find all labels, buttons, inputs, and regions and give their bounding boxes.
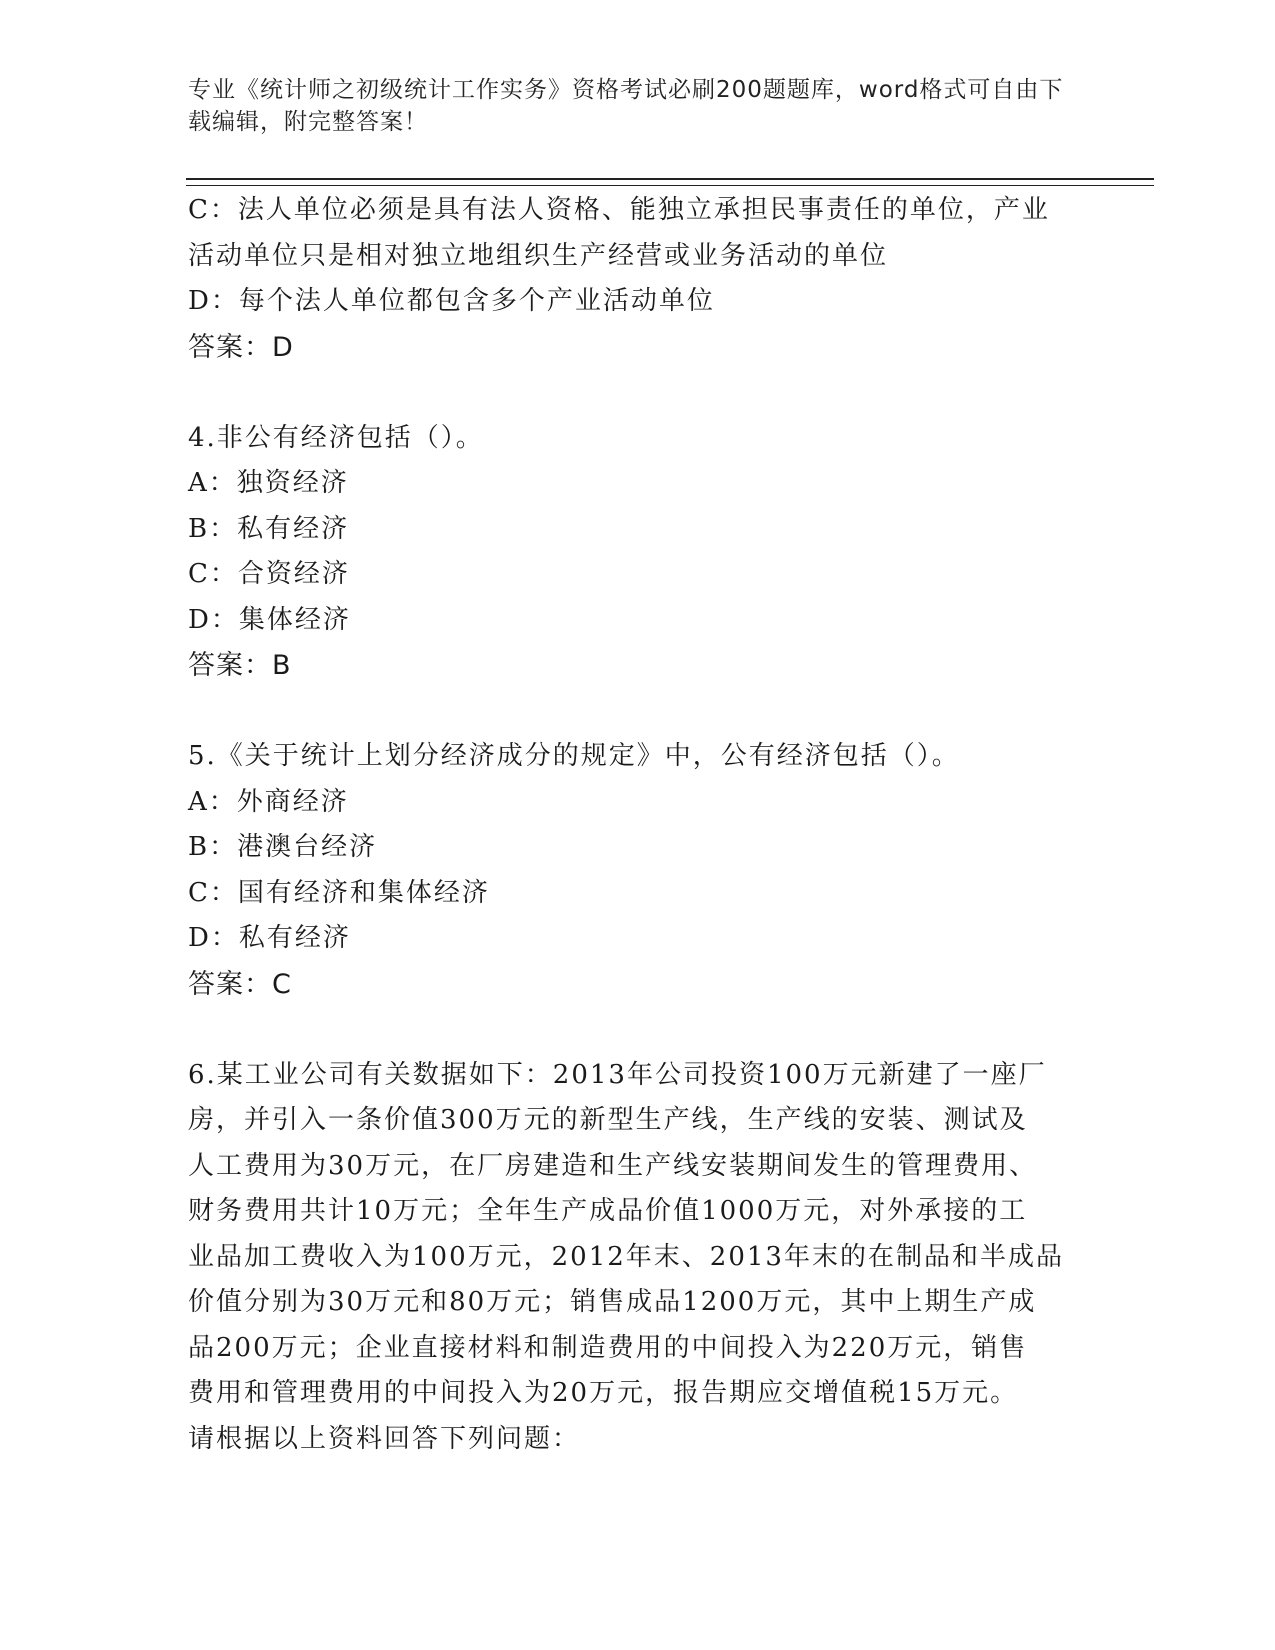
- q3-answer: 答案：D: [188, 331, 294, 363]
- q5-stem: 5.《关于统计上划分经济成分的规定》中，公有经济包括（）。: [188, 741, 960, 771]
- q6-line: 费用和管理费用的中间投入为20万元，报告期应交增值税15万元。: [188, 1378, 1019, 1408]
- question-6: [188, 1053, 1078, 1463]
- q4-stem: 4.非公有经济包括（）。: [188, 422, 484, 453]
- q6-line: 财务费用共计10万元；全年生产成品价值1000万元，对外承接的工: [188, 1196, 1028, 1226]
- spacer: [188, 370, 1078, 416]
- q6-line: 价值分别为30万元和80万元；销售成品1200万元，其中上期生产成: [188, 1287, 1037, 1317]
- header-divider: [186, 178, 1154, 186]
- q4-option-d: D：集体经济: [188, 604, 351, 635]
- q3-option-c-line2: 活动单位只是相对独立地组织生产经营或业务活动的单位: [188, 240, 889, 271]
- document-header: [188, 74, 1068, 138]
- spacer: [188, 1007, 1078, 1053]
- question-4: [188, 416, 1078, 689]
- q6-line: 6.某工业公司有关数据如下：2013年公司投资100万元新建了一座厂: [188, 1059, 1047, 1090]
- q5-option-d: D：私有经济: [188, 923, 351, 953]
- q4-option-c: C：合资经济: [188, 559, 350, 589]
- q6-line: 人工费用为30万元，在厂房建造和生产线安装期间发生的管理费用、: [188, 1150, 1038, 1181]
- q3-option-d: D：每个法人单位都包含多个产业活动单位: [188, 286, 715, 316]
- header-title: 专业《统计师之初级统计工作实务》资格考试必刷200题题库，word格式可自由下载编辑，附完整答案！: [188, 77, 1064, 135]
- q6-line: 房，并引入一条价值300万元的新型生产线，生产线的安装、测试及: [188, 1105, 1028, 1135]
- q4-answer: 答案：B: [188, 650, 292, 681]
- q5-option-c: C：国有经济和集体经济: [188, 877, 490, 908]
- q6-line: 请根据以上资料回答下列问题：: [188, 1423, 581, 1454]
- question-5: [188, 734, 1078, 1007]
- q4-option-a: A：独资经济: [188, 468, 349, 498]
- q4-option-b: B：私有经济: [188, 513, 350, 544]
- q5-answer: 答案：C: [188, 968, 292, 1000]
- q5-option-a: A：外商经济: [188, 786, 349, 817]
- q5-option-b: B：港澳台经济: [188, 832, 378, 862]
- spacer: [188, 689, 1078, 735]
- q6-line: 品200万元；企业直接材料和制造费用的中间投入为220万元，销售: [188, 1332, 1028, 1363]
- q3-option-c-line1: C：法人单位必须是具有法人资格、能独立承担民事责任的单位，产业: [188, 195, 1050, 225]
- question-3-tail: [188, 188, 1078, 370]
- q6-line: 业品加工费收入为100万元，2012年末、2013年末的在制品和半成品: [188, 1241, 1064, 1272]
- document-body: [188, 188, 1078, 1462]
